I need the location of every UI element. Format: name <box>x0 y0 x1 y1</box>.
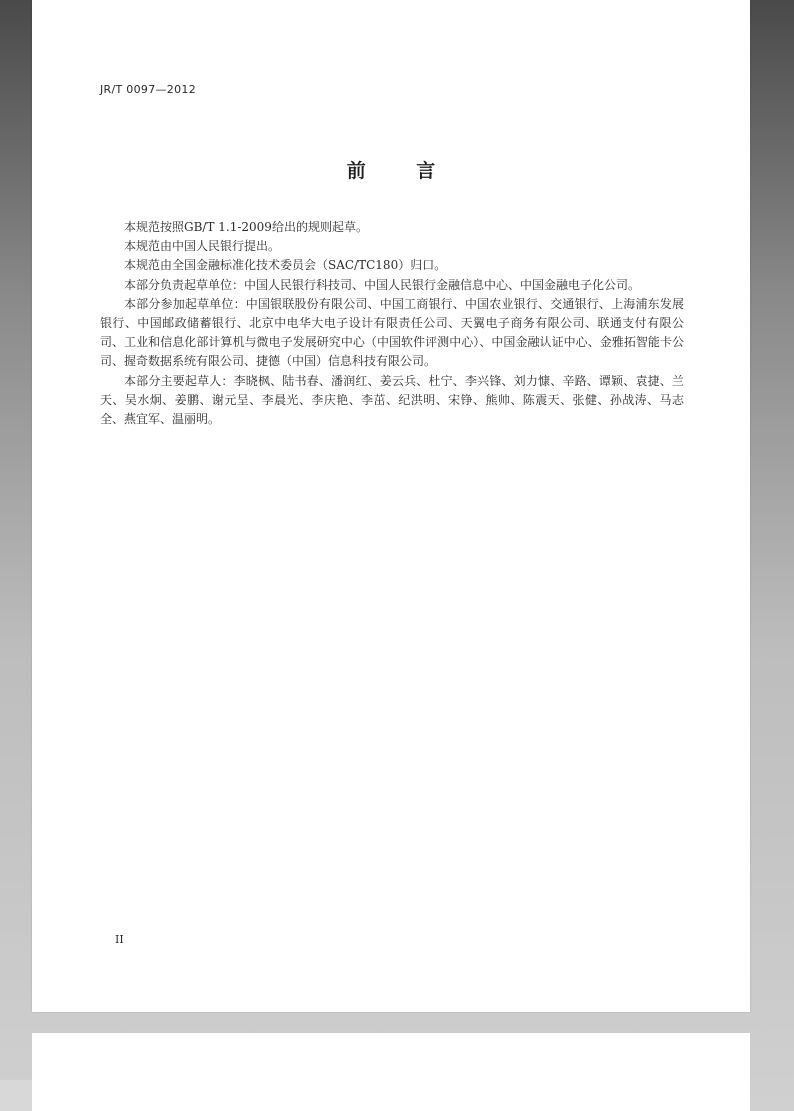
paragraph-centralized-by: 本规范由全国金融标准化技术委员会（SAC/TC180）归口。 <box>124 258 447 273</box>
paragraph-main-drafters: 本部分主要起草人：李晓枫、陆书春、潘润红、姜云兵、杜宁、李兴锋、刘力慷、辛路、谭颖、袁捷、兰天、吴水炯、姜鹏、谢元呈、李晨光、李庆艳、李茁、纪洪明、宋铮、熊帅、陈震天、张健、孙战涛、马志全、燕宜军、温丽明。 <box>100 373 684 427</box>
foreword-body <box>100 218 684 429</box>
page-gap <box>0 1080 32 1111</box>
page-title: 前 言 <box>346 160 458 182</box>
next-page <box>32 1033 750 1111</box>
page-number: II <box>115 933 124 946</box>
paragraph-responsible-drafters: 本部分负责起草单位：中国人民银行科技司、中国人民银行金融信息中心、中国金融电子化公司。 <box>124 277 641 292</box>
document-page <box>32 0 750 1012</box>
paragraph-drafting-rules: 本规范按照GB/T 1.1-2009给出的规则起草。 <box>124 220 368 234</box>
paragraph-participating-drafters: 本部分参加起草单位：中国银联股份有限公司、中国工商银行、中国农业银行、交通银行、上海浦东发展银行、中国邮政储蓄银行、北京中电华大电子设计有限责任公司、天翼电子商务有限公司、联通支付有限公司、工业和信息化部计算机与微电子发展研究中心（中国软件评测中心）、中国金融认证中心、金雅拓智能卡公司、握奇数据系统有限公司、捷德（中国）信息科技有限公司。 <box>100 296 684 369</box>
standard-number: JR/T 0097—2012 <box>100 83 196 96</box>
paragraph-proposer: 本规范由中国人民银行提出。 <box>124 239 281 254</box>
